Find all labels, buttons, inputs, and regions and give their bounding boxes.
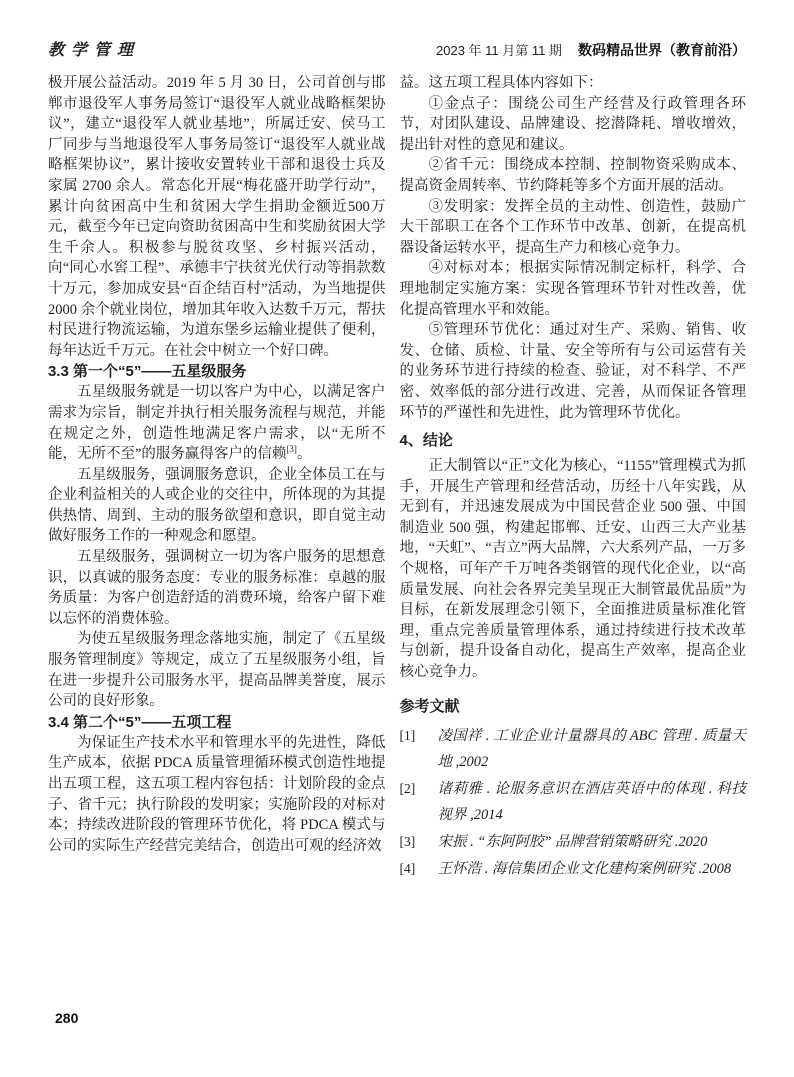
reference-marker: [1] [399, 728, 416, 744]
page-header [48, 30, 746, 60]
reference-marker: [2] [399, 781, 416, 797]
paragraph-five-star-definition [48, 382, 386, 464]
paragraph-service-system: 为使五星级服务理念落地实施，制定了《五星级服务管理制度》等规定，成立了五星级服务小组，旨在进一步提升公司服务水平，提高品牌美誉度，展示公司的良好形象。 [48, 631, 386, 710]
paragraph-service-awareness: 五星级服务，强调服务意识，企业全体员工在与企业利益相关的人或企业的交往中，所体现的为其提供热情、周到、主动的服务欲望和意识，即自觉主动做好服务工作的一种观念和愿望。 [48, 466, 386, 545]
content-columns [48, 73, 746, 883]
section-heading-3-3: 3.3 第一个“5”——五星级服务 [48, 363, 247, 381]
left-column [48, 73, 386, 883]
section-heading-conclusion: 4、结论 [399, 432, 453, 450]
paragraph-text: 五星级服务就是一切以客户为中心，以满足客户需求为宗旨，制定并执行相关服务流程与规范，并能在规定之外，创造性地满足客户需求，以“无所不能，无所不至”的服务赢得客户的信赖 [48, 384, 386, 463]
reference-marker: [3] [399, 834, 416, 850]
references-title: 参考文献 [399, 697, 460, 715]
paragraph-text-end: 。 [296, 446, 312, 463]
paragraph-project-3: ③发明家：发挥全员的主动性、创造性，鼓励广大干部职工在各个工作环节中改革、创新，在提高机器设备运转水平，提高生产力和核心竞争力。 [399, 198, 746, 256]
section-heading-3-4: 3.4 第二个“5”——五项工程 [48, 713, 232, 731]
right-column [400, 73, 747, 883]
reference-list [400, 723, 747, 882]
paragraph-project-2: ②省千元：围绕成本控制、控制物资采购成本、提高资金周转率、节约降耗等多个方面开展的活动。 [399, 157, 746, 194]
paragraph-project-4: ④对标对本；根据实际情况制定标杆，科学、合理地制定实施方案：实现各管理环节针对性改善，优化提高管理水平和效能。 [399, 260, 746, 318]
paragraph-continuation: 极开展公益活动。2019 年 5 月 30 日，公司首创与邯郸市退役军人事务局签订“退役军人就业战略框架协议”，建立“退役军人就业基地”，所属迁安、侯马工厂同步与当地退役军人事务局签订“退役军人就业战略框架协议”，累计接收安置转业干部和退役士兵及家属 2700 余人。常态化开展“梅花盛开助学行动”，累计向贫困高中生和贫困大学生捐助金额近500万元，截至今年已定向资助贫困高中生和奖励贫困大学生千余人。积极参与脱贫攻坚、乡村振兴活动，向“同心水窖工程”、承德丰宁扶贫光伏行动等捐款数十万元，参加成安县“百企结百村”活动，为当地提供 2000 余个就业岗位，增加其年收入达数千万元，帮扶村民进行物流运输，为道东堡乡运输业提供了便利，每年达近千万元。在社会中树立一个好口碑。 [48, 75, 386, 359]
paragraph-continuation: 益。这五项工程具体内容如下： [399, 75, 603, 91]
reference-text: 凌国祥 . 工业企业计量器具的 ABC 管理 . 质量天地 ,2002 [437, 728, 746, 771]
reference-item [400, 776, 747, 828]
paragraph-service-mindset: 五星级服务，强调树立一切为客户服务的思想意识，以真诚的服务态度：专业的服务标准：卓越的服务质量：为客户创造舒适的消费环境，给客户留下难以忘怀的消费体验。 [48, 549, 386, 627]
citation-superscript: [3] [286, 444, 297, 455]
issue-info: 2023 年 11 月第 11 期 [436, 43, 562, 58]
paragraph-project-5: ⑤管理环节优化：通过对生产、采购、销售、收发、仓储、质检、计量、安全等所有与公司运营有关的业务环节进行持续的检查、验证，对不科学、不严密、效率低的部分进行改进、完善，从而保证各管理环节的严谨性和先进性，此为管理环节优化。 [399, 322, 746, 421]
reference-marker: [4] [399, 861, 416, 877]
column-title-calligraphy: 教学管理 [48, 40, 141, 59]
paragraph-conclusion: 正大制管以“正”文化为核心，“1155”管理模式为抓手，开展生产管理和经营活动，历经十八年实践，从无到有，并迅速发展成为中国民营企业 500 强、中国制造业 500 强，构建起邯郸、迁安、山西三大产业基地，“天虹”、“吉立”两大品牌，六大系列产品，一万多个规格，可年产千万吨各类钢管的现代化企业，以“高质量发展、向社会各界完美呈现正大制管最优品质”为目标，在新发展理念引领下，全面推进质量标准化管理，重点完善质量管理体系，通过持续进行技术改革与创新，提升设备自动化，提高生产效率，提高企业核心竞争力。 [399, 458, 746, 681]
reference-text: 宋振 . “东阿阿胶” 品牌营销策略研究 .2020 [437, 834, 708, 851]
reference-item [400, 856, 747, 882]
journal-name: 数码精品世界（教育前沿） [578, 42, 746, 58]
paragraph-five-projects-intro: 为保证生产技术水平和管理水平的先进性，降低生产成本，依据 PDCA 质量管理循环模式创造性地提出五项工程，这五项工程内容包括：计划阶段的金点子、省千元；执行阶段的发明家；实施阶段的对标对本；持续改进阶段的管理环节优化，将 PDCA 模式与公司的实际生产经营完美结合，创造出可观的经济效 [48, 734, 386, 854]
reference-text: 王怀浩 . 海信集团企业文化建构案例研究 .2008 [437, 861, 732, 878]
page-number: 280 [55, 1010, 79, 1026]
reference-item [400, 723, 747, 775]
reference-text: 诸莉雅 . 论服务意识在酒店英语中的体现 . 科技视界 ,2014 [437, 781, 746, 824]
reference-item [400, 829, 747, 855]
header-right [436, 40, 746, 60]
paragraph-project-1: ①金点子：围绕公司生产经营及行政管理各环节，对团队建设、品牌建设、挖潜降耗、增收增效，提出针对性的意见和建议。 [399, 95, 746, 153]
